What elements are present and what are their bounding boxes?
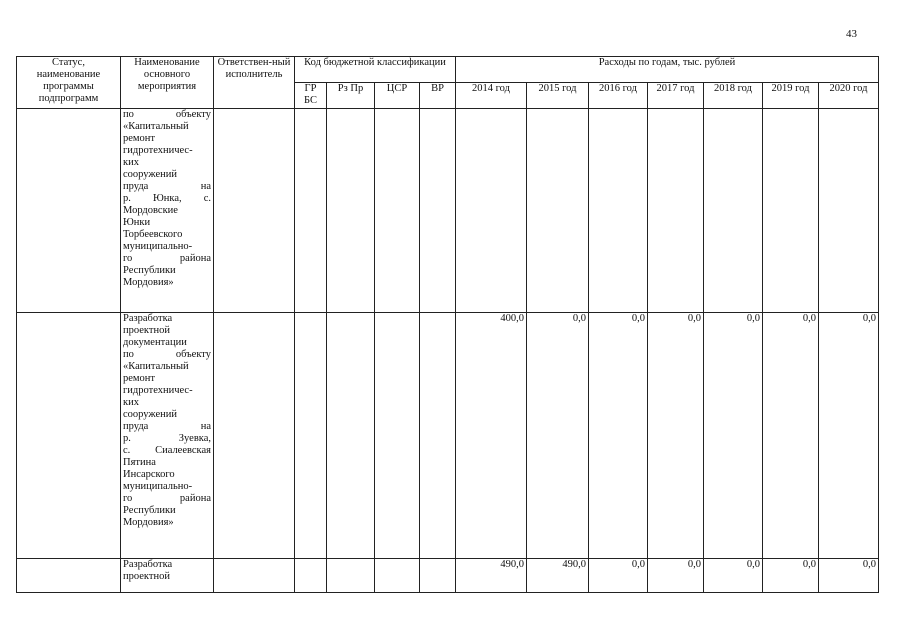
budget-table [16, 56, 879, 593]
expense-value-cell: 400,0 [456, 313, 527, 559]
expense-value-cell: 0,0 [648, 559, 704, 593]
table-row [17, 109, 879, 313]
event-description-line: Разработка [123, 313, 173, 324]
status-cell [17, 559, 121, 593]
expense-value-cell: 0,0 [527, 313, 589, 559]
expense-value-cell [589, 109, 648, 313]
header-year: 2016 год [589, 83, 648, 109]
expense-value-cell: 0,0 [589, 313, 648, 559]
event-description-cell [121, 109, 214, 313]
code-csr-cell [375, 559, 420, 593]
expense-value-cell: 0,0 [763, 559, 819, 593]
event-description-line: пруда на [123, 181, 211, 192]
code-rzpr-cell [327, 313, 375, 559]
header-year: 2018 год [704, 83, 763, 109]
code-grbs-cell [295, 109, 327, 313]
executor-cell [214, 109, 295, 313]
header-expenses: Расходы по годам, тыс. рублей [456, 57, 879, 83]
table-row [17, 313, 879, 559]
event-description-cell [121, 313, 214, 559]
expense-value-cell: 490,0 [527, 559, 589, 593]
event-description-line: Мордовия» [123, 277, 174, 288]
expense-value-cell [456, 109, 527, 313]
event-description-line: Пятина [123, 457, 156, 468]
expense-value-cell: 0,0 [648, 313, 704, 559]
header-code-csr: ЦСР [375, 83, 420, 109]
event-description-line: Мордовские [123, 205, 178, 216]
expense-value-cell [763, 109, 819, 313]
event-description-line: сооружений [123, 409, 178, 420]
status-cell [17, 109, 121, 313]
event-description-line: ремонт [123, 133, 156, 144]
table-row [17, 559, 879, 593]
event-description-line: Республики [123, 505, 176, 516]
expense-value-cell: 0,0 [763, 313, 819, 559]
code-rzpr-cell [327, 109, 375, 313]
code-vr-cell [420, 313, 456, 559]
event-description-line: Республики [123, 265, 176, 276]
header-year: 2014 год [456, 83, 527, 109]
code-grbs-cell [295, 313, 327, 559]
event-description-line: проектной [123, 325, 170, 336]
event-description-line: Юнки [123, 217, 151, 228]
event-description-line: ремонт [123, 373, 156, 384]
code-rzpr-cell [327, 559, 375, 593]
header-year: 2019 год [763, 83, 819, 109]
expense-value-cell: 0,0 [704, 313, 763, 559]
expense-value-cell: 490,0 [456, 559, 527, 593]
executor-cell [214, 559, 295, 593]
expense-value-cell [819, 109, 879, 313]
event-description-line: го района [123, 493, 211, 504]
header-event: Наименование основного мероприятия [121, 57, 214, 109]
event-description-line: р. Юнка, с. [123, 193, 211, 204]
code-vr-cell [420, 559, 456, 593]
event-description-line: ких [123, 157, 139, 168]
table-body [17, 109, 879, 593]
event-description-line: по объекту [123, 349, 211, 360]
event-description-line: по объекту [123, 109, 211, 120]
header-executor: Ответствен-ный исполнитель [214, 57, 295, 109]
expense-value-cell [648, 109, 704, 313]
code-grbs-cell [295, 559, 327, 593]
header-code-grbs: ГР БС [295, 83, 327, 109]
expense-value-cell [527, 109, 589, 313]
page-number: 43 [846, 28, 857, 40]
expense-value-cell [704, 109, 763, 313]
event-description-line: проектной [123, 571, 170, 582]
event-description-line: сооружений [123, 169, 178, 180]
event-description-line: муниципально- [123, 481, 193, 492]
event-description-line: го района [123, 253, 211, 264]
header-code-vr: ВР [420, 83, 456, 109]
header-status: Статус, наименование программы подпрограмм [17, 57, 121, 109]
event-description-line: Разработка [123, 559, 173, 570]
header-year: 2015 год [527, 83, 589, 109]
event-description-line: «Капитальный [123, 121, 189, 132]
event-description-line: гидротехничес- [123, 385, 193, 396]
event-description-line: «Капитальный [123, 361, 189, 372]
event-description-line: ких [123, 397, 139, 408]
event-description-line: гидротехничес- [123, 145, 193, 156]
event-description-cell [121, 559, 214, 593]
status-cell [17, 313, 121, 559]
expense-value-cell: 0,0 [819, 559, 879, 593]
event-description-line: с. Сиалеевская [123, 445, 211, 456]
header-year: 2020 год [819, 83, 879, 109]
expense-value-cell: 0,0 [589, 559, 648, 593]
event-description-line: Торбеевского [123, 229, 183, 240]
expense-value-cell: 0,0 [819, 313, 879, 559]
event-description-line: Мордовия» [123, 517, 174, 528]
code-vr-cell [420, 109, 456, 313]
header-code-rzpr: Рз Пр [327, 83, 375, 109]
event-description-line: пруда на [123, 421, 211, 432]
header-budget-code: Код бюджетной классификации [295, 57, 456, 83]
code-csr-cell [375, 313, 420, 559]
event-description-line: документации [123, 337, 187, 348]
event-description-line: р. Зуевка, [123, 433, 211, 444]
code-csr-cell [375, 109, 420, 313]
executor-cell [214, 313, 295, 559]
expense-value-cell: 0,0 [704, 559, 763, 593]
event-description-line: Инсарского [123, 469, 175, 480]
header-year: 2017 год [648, 83, 704, 109]
event-description-line: муниципально- [123, 241, 193, 252]
